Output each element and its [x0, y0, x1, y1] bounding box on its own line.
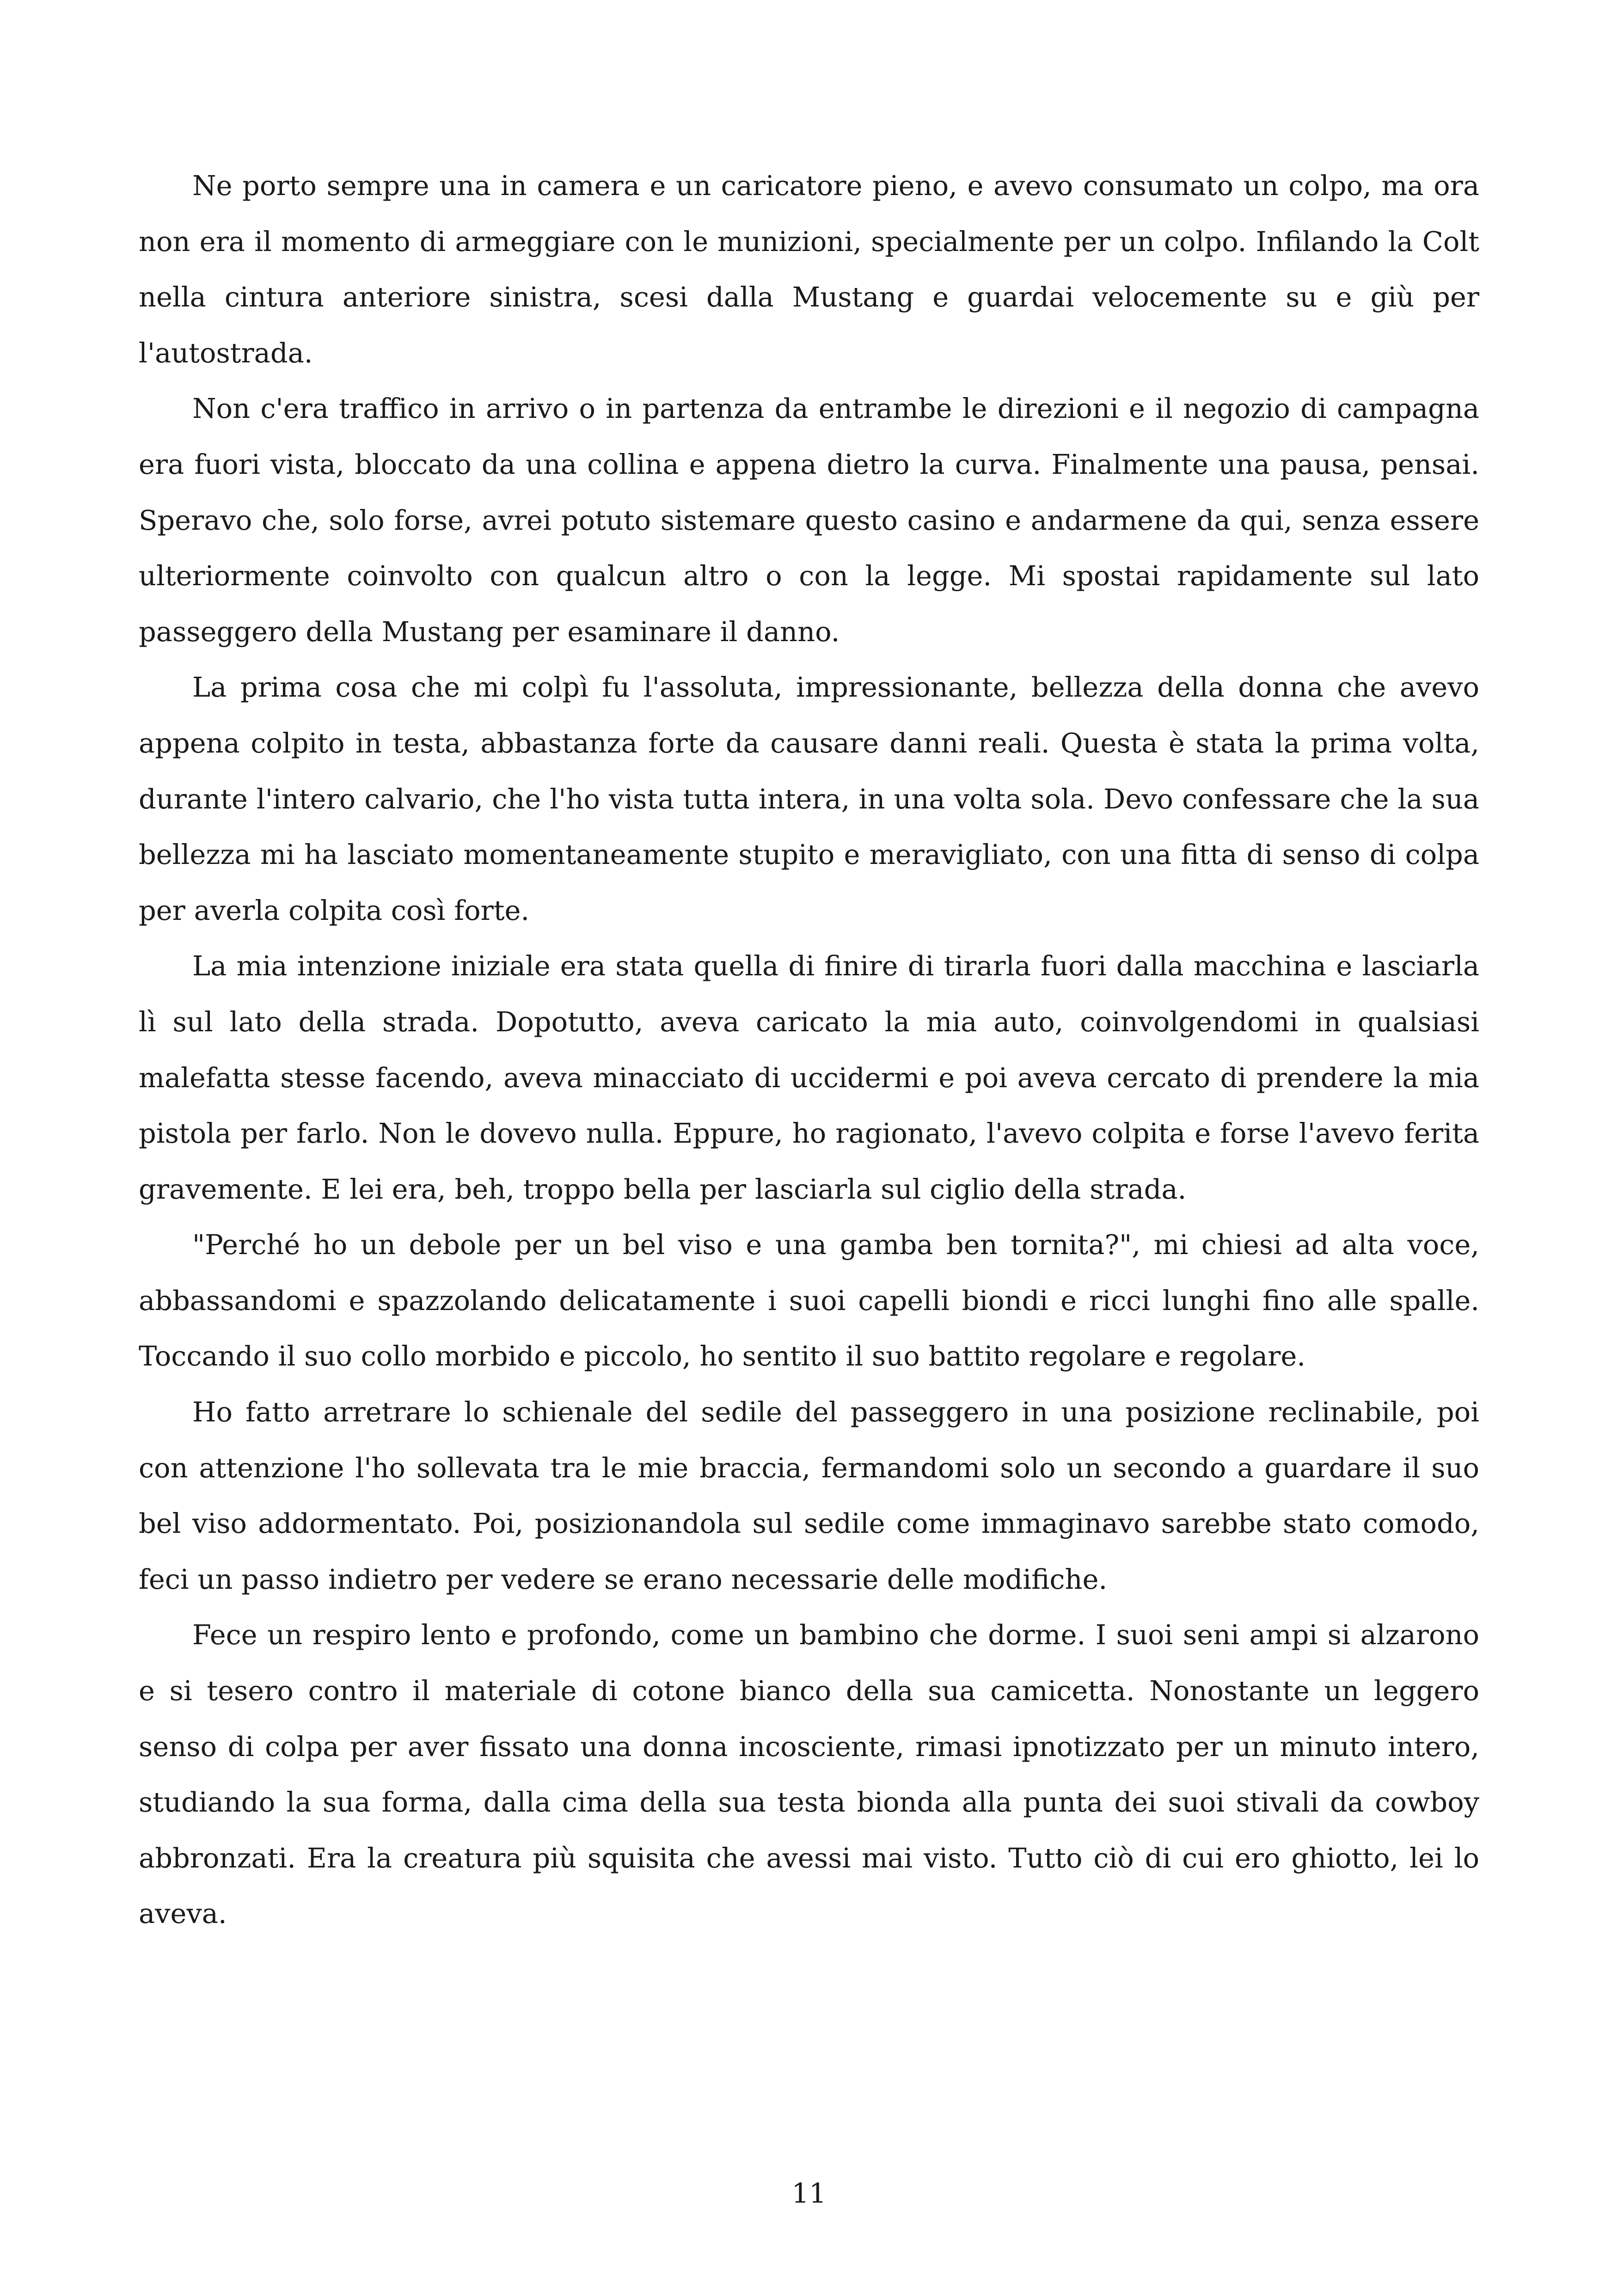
paragraph: La prima cosa che mi colpì fu l'assoluta, impressionante, bellezza della donna che avevo appena colpito in testa, abbastanza forte da causare danni reali. Questa è stata la prima volta, durante l'intero calvario, che l'ho vista tutta intera, in una volta sola. Devo confessare che la sua bellezza mi ha lasciato momentaneamente stupito e meravigliato, con una fitta di senso di colpa per averla colpita così forte. — [139, 671, 1479, 926]
paragraph: Non c'era traffico in arrivo o in partenza da entrambe le direzioni e il negozio di campagna era fuori vista, bloccato da una collina e appena dietro la curva. Finalmente una pausa, pensai. Speravo che, solo forse, avrei potuto sistemare questo casino e andarmene da qui, senza essere ulteriormente coinvolto con qualcun altro o con la legge. Mi spostai rapidamente sul lato passeggero della Mustang per esaminare il danno. — [139, 392, 1479, 648]
paragraph: Fece un respiro lento e profondo, come un bambino che dorme. I suoi seni ampi si alzarono e si tesero contro il materiale di cotone bianco della sua camicetta. Nonostante un leggero senso di colpa per aver fissato una donna incosciente, rimasi ipnotizzato per un minuto intero, studiando la sua forma, dalla cima della sua testa bionda alla punta dei suoi stivali da cowboy abbronzati. Era la creatura più squisita che avessi mai visto. Tutto ciò di cui ero ghiotto, lei lo aveva. — [139, 1619, 1479, 1930]
paragraph: "Perché ho un debole per un bel viso e una gamba ben tornita?", mi chiesi ad alta voce, abbassandomi e spazzolando delicatamente i suoi capelli biondi e ricci lunghi fino alle spalle. Toccando il suo collo morbido e piccolo, ho sentito il suo battito regolare e regolare. — [139, 1229, 1479, 1372]
body-text — [139, 158, 1479, 1942]
paragraph: Ne porto sempre una in camera e un caricatore pieno, e avevo consumato un colpo, ma ora non era il momento di armeggiare con le munizioni, specialmente per un colpo. Infilando la Colt nella cintura anteriore sinistra, scesi dalla Mustang e guardai velocemente su e giù per l'autostrada. — [139, 170, 1479, 369]
paragraph: La mia intenzione iniziale era stata quella di finire di tirarla fuori dalla macchina e lasciarla lì sul lato della strada. Dopotutto, aveva caricato la mia auto, coinvolgendomi in qualsiasi malefatta stesse facendo, aveva minacciato di uccidermi e poi aveva cercato di prendere la mia pistola per farlo. Non le dovevo nulla. Eppure, ho ragionato, l'avevo colpita e forse l'avevo ferita gravemente. E lei era, beh, troppo bella per lasciarla sul ciglio della strada. — [139, 950, 1479, 1205]
paragraph: Ho fatto arretrare lo schienale del sedile del passeggero in una posizione reclinabile, poi con attenzione l'ho sollevata tra le mie braccia, fermandomi solo un secondo a guardare il suo bel viso addormentato. Poi, posizionandola sul sedile come immaginavo sarebbe stato comodo, feci un passo indietro per vedere se erano necessarie delle modifiche. — [139, 1396, 1479, 1595]
page-number: 11 — [791, 2177, 827, 2209]
